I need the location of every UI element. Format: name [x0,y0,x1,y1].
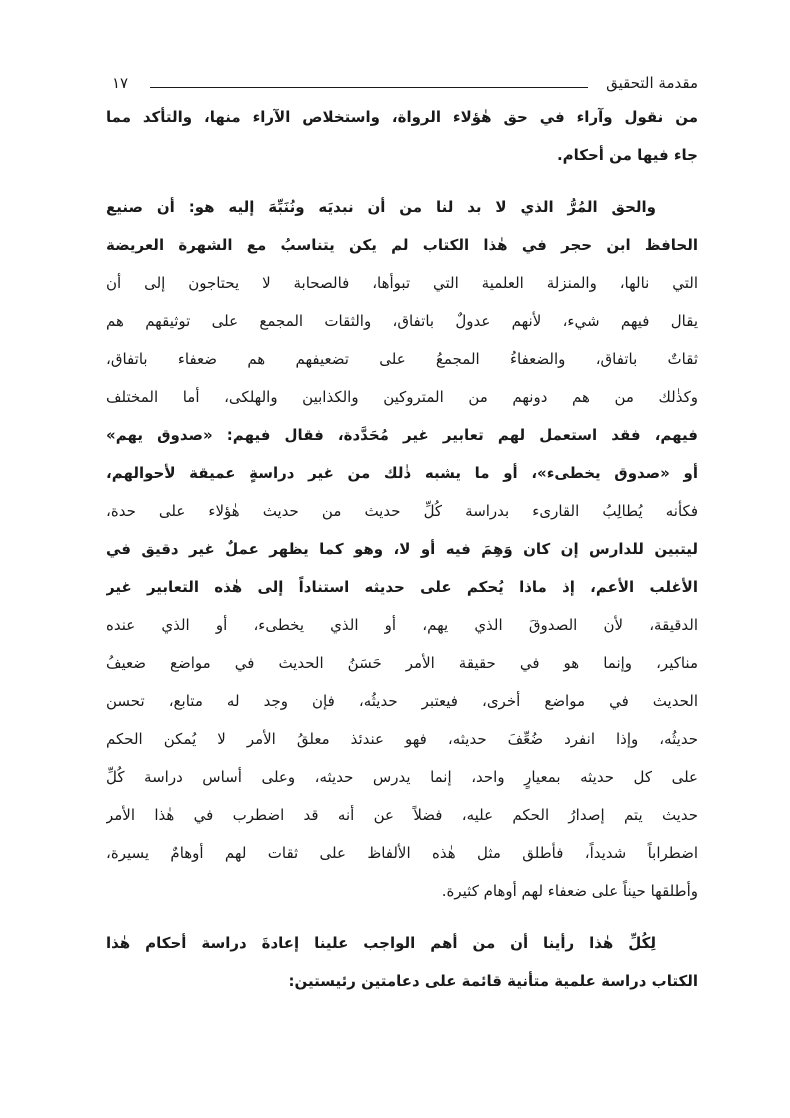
text-line: فيهم، فقد استعمل لهم تعابير غير مُحَدَّدة، فقال فيهم: «صدوق يهم» [106,426,698,444]
text-line: الدقيقة، لأن الصدوقَ الذي يهم، أو الذي يخطىء، أو الذي عنده [106,616,698,634]
text-line: أو «صدوق يخطىء»، أو ما يشبه ذٰلك من غير دراسةٍ عميقة لأحوالهم، [106,464,698,482]
text-line: لِكُلِّ هٰذا رأينا أن من أهم الواجب علينا إعادةَ دراسة أحكام هٰذا [106,934,656,952]
text-line: مناكير، وإنما هو في حقيقة الأمر حَسَنُ الحديث في مواضع ضعيفُ [106,654,698,672]
paragraph [106,188,698,910]
text-line: يقال فيهم شيء، لأنهم عدولٌ باتفاق، والثقات المجمع على توثيقهم هم [106,312,698,330]
text-line: التي نالها، والمنزلة العلمية التي تبوأها، فالصحابة لا يحتاجون إلى أن [106,274,698,292]
text-line: الحافظ ابن حجر في هٰذا الكتاب لم يكن يتناسبُ مع الشهرة العريضة [106,236,698,254]
running-title: مقدمة التحقيق [606,74,698,92]
text-line: من نقول وآراء في حق هٰؤلاء الرواة، واستخلاص الآراء منها، والتأكد مما [106,108,698,126]
paragraph-gap [106,174,698,188]
header-rule [150,87,588,88]
text-line: اضطراباً شديداً، فأطلق مثل هٰذه الألفاظ على ثقات لهم أوهامٌ يسيرة، [106,844,698,862]
paragraph [106,98,698,174]
text-line: على كل حديثه بمعيارٍ واحد، إنما يدرس حديثه، وعلى أساس دراسة كُلِّ [106,768,698,786]
text-line: وكذٰلك من هم دونهم من المتروكين والكذابين والهلكى، أما المختلف [106,388,698,406]
text-line: الأغلب الأعم، إذ ماذا يُحكم على حديثه استناداً إلى هٰذه التعابير غير [106,578,698,596]
text-line: ثقاتٌ باتفاق، والضعفاءُ المجمعُ على تضعيفهم هم ضعفاء باتفاق، [106,350,698,368]
text-line: الحديث في مواضع أخرى، فيعتبر حديثُه، فإن وجد له متابع، تحسن [106,692,698,710]
text-line: ليتبين للدارس إن كان وَهِمَ فيه أو لا، وهو كما يظهر عملٌ غير دقيق في [106,540,698,558]
text-line: حديث يتم إصدارُ الحكم عليه، فضلاً عن أنه قد اضطرب في هٰذا الأمر [106,806,698,824]
text-line: والحق المُرُّ الذي لا بد لنا من أن نبديَه ونُنَبِّهَ إليه هو: أن صنيع [106,198,656,216]
page-header [106,70,698,96]
text-line: الكتاب دراسة علمية متأنية قائمة على دعامتين رئيستين: [288,972,698,990]
body-text [106,98,698,1000]
text-line: وأطلقها حيناً على ضعفاء لهم أوهام كثيرة. [441,882,698,900]
text-line: حديثُه، وإذا انفرد ضُعِّفَ حديثه، فهو عندئذ معلقُ الأمر لا يُمكن الحكم [106,730,698,748]
paragraph [106,924,698,1000]
text-line: جاء فيها من أحكام. [556,146,698,164]
paragraph-gap [106,910,698,924]
page-number: ١٧ [112,74,129,92]
text-line: فكأنه يُطالِبُ القارىء بدراسة كُلِّ حديث من حديث هٰؤلاء على حدة، [106,502,698,520]
